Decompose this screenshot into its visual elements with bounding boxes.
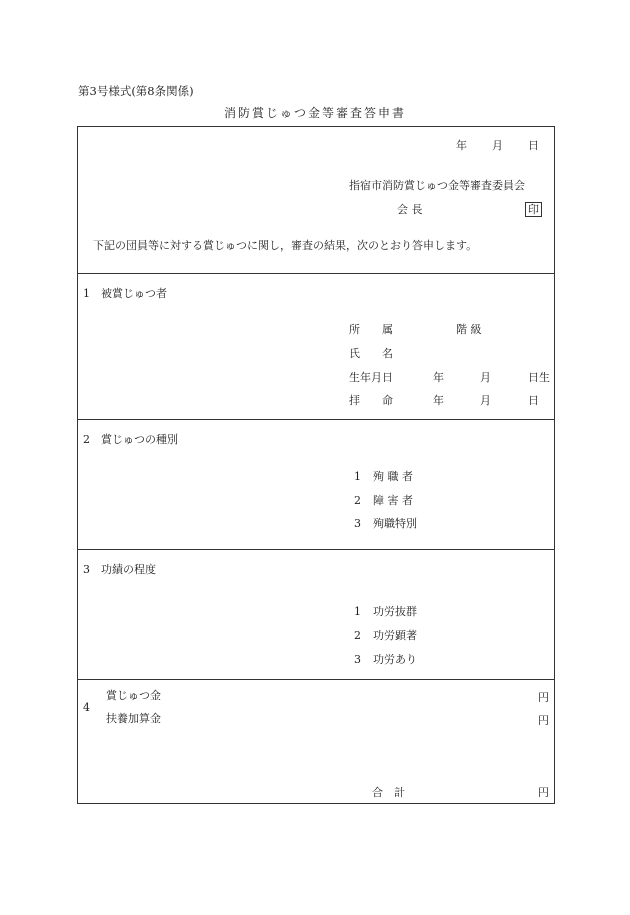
seal-mark: 印 [525, 202, 542, 217]
committee-name: 指宿市消防賞じゅつ金等審査委員会 [349, 179, 525, 192]
divider [77, 419, 555, 420]
divider [77, 549, 555, 550]
dependent-yen-unit: 円 [538, 714, 549, 727]
divider [77, 679, 555, 680]
option-number: 1 [354, 605, 361, 618]
option-label: 障 害 者 [373, 494, 413, 507]
birth-month-label: 月 [480, 371, 491, 384]
total-label: 合 計 [372, 786, 405, 799]
option-number: 3 [354, 517, 361, 530]
option-label: 功労顕著 [373, 629, 417, 642]
rank-label: 階 級 [456, 323, 482, 336]
intro-text: 下記の団員等に対する賞じゅつに関し，審査の結果，次のとおり答申します。 [93, 239, 478, 252]
section-2-heading: 2 賞じゅつの種別 [83, 433, 178, 446]
date-day-label: 日 [528, 139, 539, 152]
document-title: 消防賞じゅつ金等審査答申書 [223, 106, 406, 120]
appointment-label: 拝 命 [349, 394, 393, 407]
option-number: 3 [354, 653, 361, 666]
appoint-year-label: 年 [433, 394, 444, 407]
chair-label: 会 長 [397, 203, 423, 216]
divider [77, 273, 555, 274]
dependent-allowance-label: 扶養加算金 [106, 712, 161, 725]
total-yen-unit: 円 [538, 786, 549, 799]
birth-day-label: 日生 [528, 371, 550, 384]
birthdate-label: 生年月日 [349, 371, 393, 384]
appoint-month-label: 月 [480, 394, 491, 407]
birth-year-label: 年 [433, 371, 444, 384]
option-number: 2 [354, 494, 361, 507]
option-label: 殉 職 者 [373, 470, 413, 483]
section-3-heading: 3 功績の程度 [83, 563, 156, 576]
name-label: 氏 名 [349, 347, 393, 360]
date-year-label: 年 [456, 139, 467, 152]
affiliation-label: 所 属 [349, 323, 393, 336]
date-month-label: 月 [492, 139, 503, 152]
option-label: 殉職特別 [373, 517, 417, 530]
option-number: 1 [354, 470, 361, 483]
form-frame [77, 126, 555, 804]
appoint-day-label: 日 [528, 394, 539, 407]
section-4-number: 4 [83, 701, 90, 714]
option-label: 功労抜群 [373, 605, 417, 618]
award-amount-label: 賞じゅつ金 [106, 689, 161, 702]
section-1-heading: 1 被賞じゅつ者 [83, 287, 167, 300]
option-label: 功労あり [373, 653, 417, 666]
option-number: 2 [354, 629, 361, 642]
award-yen-unit: 円 [538, 691, 549, 704]
form-number: 第3号様式(第8条関係) [78, 84, 194, 98]
